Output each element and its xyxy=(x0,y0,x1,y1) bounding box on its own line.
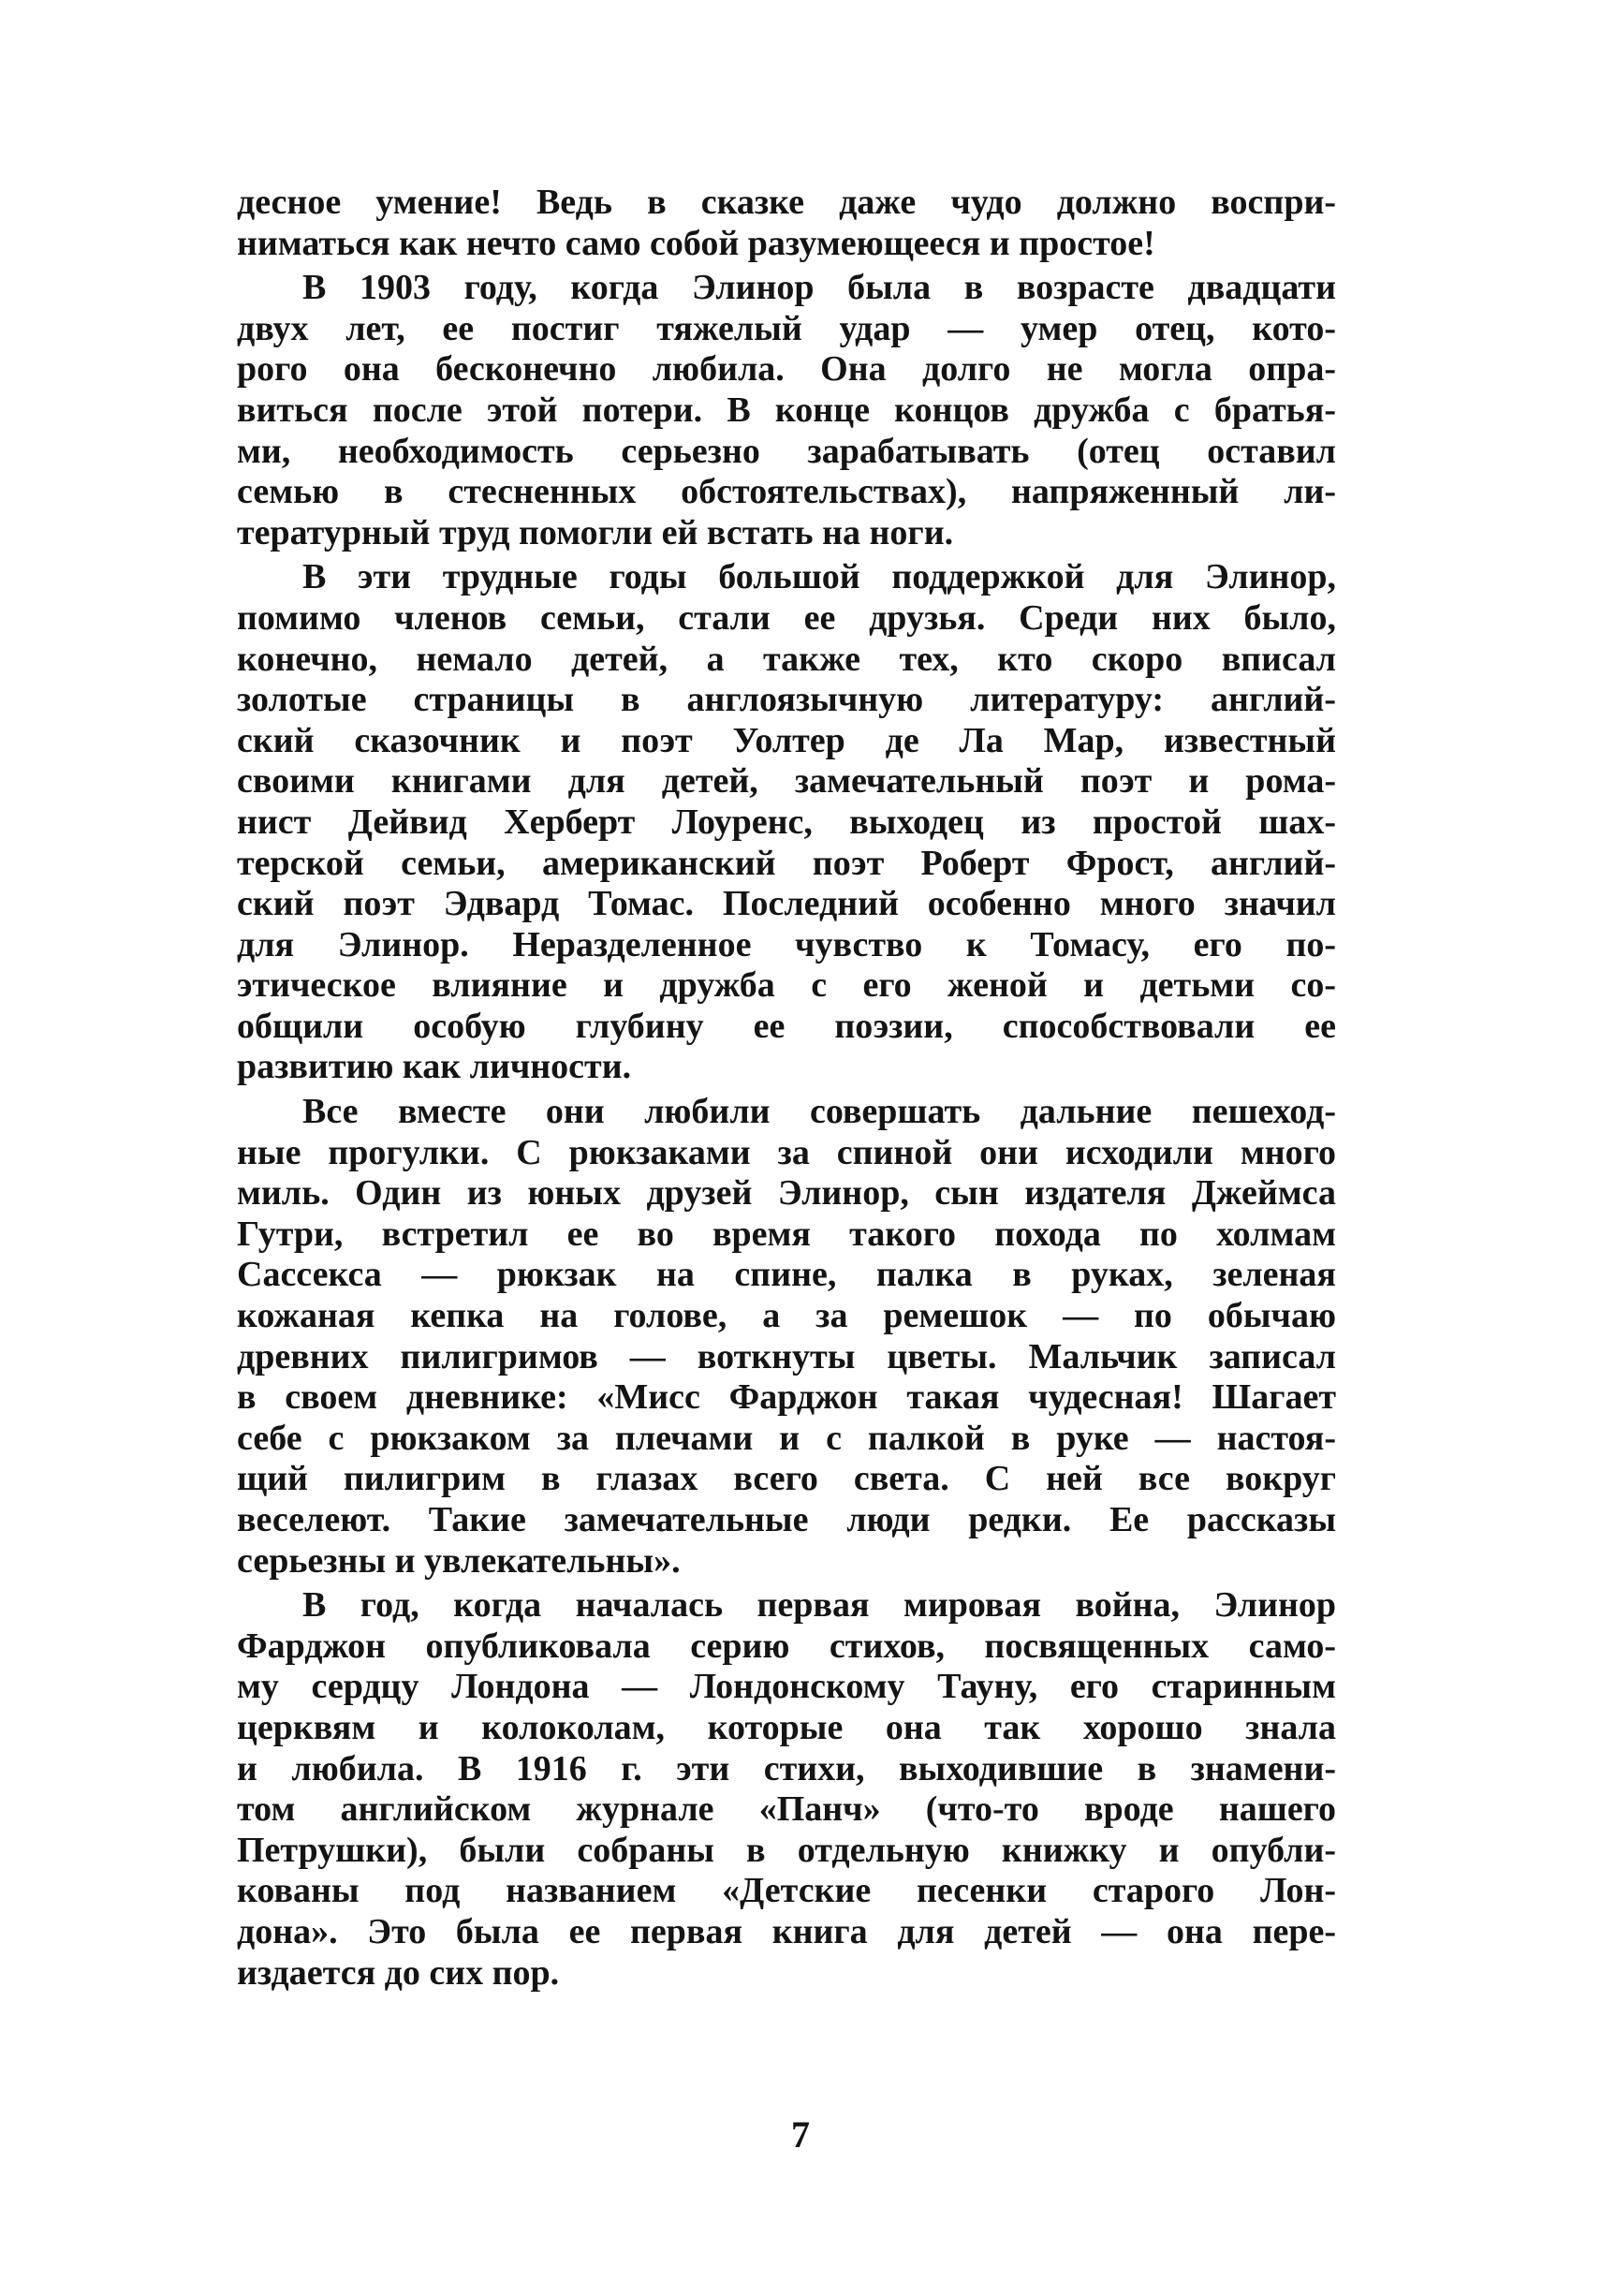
text-line: В год, когда началась первая мировая война, Элинор xyxy=(302,1585,1336,1626)
text-line: десное умение! Ведь в сказке даже чудо должно воспри- xyxy=(237,183,1336,222)
text-line: ский поэт Эдвард Томас. Последний особенно много значил xyxy=(237,884,1336,924)
text-line: древних пилигримов — воткнуты цветы. Мальчик записал xyxy=(237,1336,1336,1376)
paragraph xyxy=(237,268,1336,553)
text-line: Все вместе они любили совершать дальние пешеход- xyxy=(302,1092,1336,1132)
text-line: кованы под названием «Детские песенки старого Лон- xyxy=(237,1871,1336,1911)
text-line: общили особую глубину ее поэзии, способствовали ее xyxy=(237,1006,1336,1046)
page-number: 7 xyxy=(791,2113,810,2156)
text-line: ные прогулки. С рюкзаками за спиной они исходили много xyxy=(237,1132,1336,1172)
text-line: щий пилигрим в глазах всего света. С ней все вокруг xyxy=(237,1459,1336,1499)
paragraph xyxy=(237,1585,1336,1994)
text-line: и любила. В 1916 г. эти стихи, выходившие в знамени- xyxy=(237,1748,1336,1788)
text-line: своими книгами для детей, замечательный поэт и рома- xyxy=(237,761,1336,802)
text-line: рого она бесконечно любила. Она долго не могла опра- xyxy=(237,349,1336,390)
text-line: тературный труд помогли ей встать на ноги. xyxy=(237,512,954,552)
text-line: ниматься как нечто само собой разумеющееся и простое! xyxy=(237,223,1155,263)
text-line: серьезны и увлекательны». xyxy=(237,1540,681,1581)
text-line: Сассекса — рюкзак на спине, палка в руках, зеленая xyxy=(237,1255,1336,1295)
text-line: дона». Это была ее первая книга для детей — она пере- xyxy=(237,1911,1336,1951)
text-line: В 1903 году, когда Элинор была в возрасте двадцати xyxy=(302,268,1336,308)
body-text xyxy=(237,183,1336,1994)
text-line: ский сказочник и поэт Уолтер де Ла Мар, известный xyxy=(237,720,1336,760)
text-line: веселеют. Такие замечательные люди редки. Ее рассказы xyxy=(237,1500,1336,1539)
text-line: двух лет, ее постиг тяжелый удар — умер отец, кото- xyxy=(237,308,1336,348)
text-line: миль. Один из юных друзей Элинор, сын издателя Джеймса xyxy=(237,1173,1336,1214)
text-line: виться после этой потери. В конце концов дружба с братья- xyxy=(237,390,1336,430)
text-line: том английском журнале «Панч» (что-то вроде нашего xyxy=(237,1789,1336,1830)
text-line: В эти трудные годы большой поддержкой для Элинор, xyxy=(302,557,1336,597)
text-line: церквям и колоколам, которые она так хорошо знала xyxy=(237,1707,1336,1747)
paragraph xyxy=(237,1092,1336,1582)
text-line: Фарджон опубликовала серию стихов, посвященных само- xyxy=(237,1626,1336,1666)
text-line: кожаная кепка на голове, а за ремешок — по обычаю xyxy=(237,1296,1336,1336)
text-line: Петрушки), были собраны в отдельную книжку и опубли- xyxy=(237,1830,1336,1870)
text-line: нист Дейвид Херберт Лоуренс, выходец из простой шах- xyxy=(237,802,1336,842)
paragraph xyxy=(237,557,1336,1088)
text-line: золотые страницы в англоязычную литературу: англий- xyxy=(237,680,1336,720)
text-line: семью в стесненных обстоятельствах), напряженный ли- xyxy=(237,472,1336,512)
text-line: этическое влияние и дружба с его женой и детьми со- xyxy=(237,965,1336,1006)
text-line: себе с рюкзаком за плечами и с палкой в руке — настоя- xyxy=(237,1418,1336,1458)
text-line: в своем дневнике: «Мисс Фарджон такая чудесная! Шагает xyxy=(237,1377,1336,1418)
text-line: му сердцу Лондона — Лондонскому Тауну, его старинным xyxy=(237,1667,1336,1707)
text-line: конечно, немало детей, а также тех, кто скоро вписал xyxy=(237,639,1336,679)
paragraph xyxy=(237,183,1336,264)
text-line: издается до сих пор. xyxy=(237,1952,560,1993)
text-line: помимо членов семьи, стали ее друзья. Среди них было, xyxy=(237,597,1336,638)
text-line: развитию как личности. xyxy=(237,1047,632,1087)
text-line: Гутри, встретил ее во время такого похода по холмам xyxy=(237,1214,1336,1254)
text-line: терской семьи, американский поэт Роберт Фрост, англий- xyxy=(237,843,1336,883)
text-line: для Элинор. Неразделенное чувство к Томасу, его по- xyxy=(237,924,1336,964)
text-line: ми, необходимость серьезно зарабатывать (отец оставил xyxy=(237,431,1336,471)
